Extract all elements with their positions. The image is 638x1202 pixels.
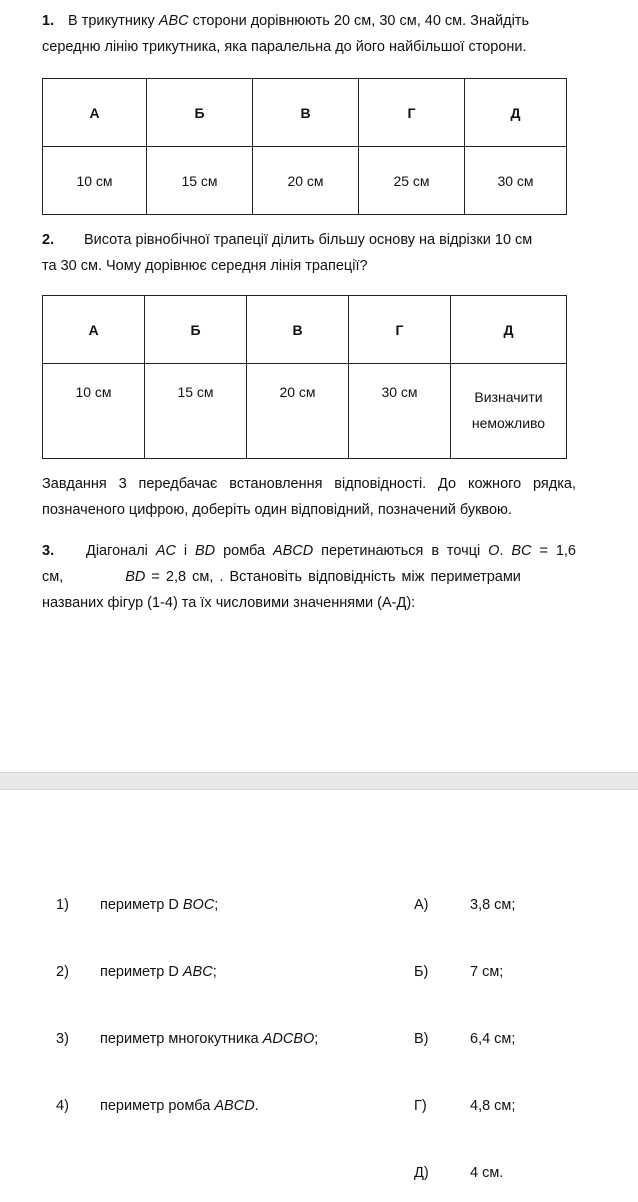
q2-header-row bbox=[43, 296, 567, 364]
document-page-2 bbox=[0, 790, 638, 1202]
match-row-4-letter: Г) bbox=[414, 1098, 427, 1114]
q1-header-row bbox=[43, 79, 567, 147]
q1-option-a-value: 10 см bbox=[43, 147, 147, 215]
q3-diagonal-bd: BD bbox=[195, 543, 216, 559]
q3-segment-bd: BD bbox=[125, 569, 146, 585]
question-3 bbox=[42, 538, 576, 616]
match-row-2-text bbox=[100, 964, 217, 980]
question-3-number: 3. bbox=[42, 543, 55, 559]
q3-line3: названих фігур (1-4) та їх числовими значеннями (А-Д): bbox=[42, 595, 416, 611]
match-row-4-text-b: . bbox=[254, 1098, 259, 1114]
q3-l2-a: см, bbox=[42, 569, 64, 585]
q1-option-v-value: 20 см bbox=[253, 147, 359, 215]
match-row-2-figure: ABC bbox=[182, 964, 213, 980]
q3-diagonal-ac: AC bbox=[155, 543, 176, 559]
q1-option-a-header: А bbox=[43, 79, 147, 147]
q2-option-b-header: Б bbox=[145, 296, 247, 364]
q2-text-line1: Висота рівнобічної трапеції ділить більшу основу на відрізки 10 см bbox=[84, 232, 533, 248]
q2-option-a-header: А bbox=[43, 296, 145, 364]
question-1-number: 1. bbox=[42, 13, 55, 29]
q3-rhombus-abcd: ABCD bbox=[272, 543, 314, 559]
match-row-2-value: 7 см; bbox=[470, 964, 504, 980]
q1-text-line2: середню лінію трикутника, яка паралельна до його найбільшої сторони. bbox=[42, 39, 527, 55]
q2-option-d-value bbox=[451, 364, 567, 459]
match-row-4-number: 4) bbox=[56, 1098, 69, 1114]
q1-option-b-header: Б bbox=[147, 79, 253, 147]
q3-point-o: O bbox=[488, 543, 500, 559]
match-row-1-letter: А) bbox=[414, 897, 429, 913]
q3-l1-e: . bbox=[499, 543, 512, 559]
match-row-3-figure: ADCBO bbox=[262, 1031, 315, 1047]
match-row-4-value: 4,8 см; bbox=[470, 1098, 516, 1114]
matching-row bbox=[0, 964, 638, 988]
q2-option-v-value: 20 см bbox=[247, 364, 349, 459]
question-2 bbox=[42, 227, 576, 279]
match-row-2-text-a: периметр D bbox=[100, 964, 183, 980]
q1-text-b: сторони дорівнюють 20 см, 30 см, 40 см. Знайдіть bbox=[188, 13, 529, 29]
match-row-1-number: 1) bbox=[56, 897, 69, 913]
match-row-3-text-a: периметр многокутника bbox=[100, 1031, 263, 1047]
q2-option-g-value: 30 см bbox=[349, 364, 451, 459]
q2-option-a-value: 10 см bbox=[43, 364, 145, 459]
match-row-1-value: 3,8 см; bbox=[470, 897, 516, 913]
q3-l1-a: Діагоналі bbox=[86, 543, 156, 559]
q1-option-b-value: 15 см bbox=[147, 147, 253, 215]
q3-line2 bbox=[42, 564, 576, 590]
match-row-2-text-b: ; bbox=[212, 964, 217, 980]
q2-option-d-line1: Визначити bbox=[474, 389, 543, 405]
q2-option-b-value: 15 см bbox=[145, 364, 247, 459]
q1-option-v-header: В bbox=[253, 79, 359, 147]
match-row-2-number: 2) bbox=[56, 964, 69, 980]
task-3-instructions bbox=[42, 471, 576, 523]
match-row-3-text bbox=[100, 1031, 318, 1047]
q3-l1-f: = 1,6 bbox=[531, 543, 576, 559]
q3-segment-bc: BC bbox=[511, 543, 532, 559]
match-row-1-text bbox=[100, 897, 218, 913]
question-2-number: 2. bbox=[42, 232, 55, 248]
match-row-1-text-a: периметр D bbox=[100, 897, 183, 913]
matching-row bbox=[0, 897, 638, 921]
match-row-3-text-b: ; bbox=[314, 1031, 319, 1047]
match-row-4-text bbox=[100, 1098, 259, 1114]
q3-l1-b: і bbox=[175, 543, 196, 559]
q2-option-g-header: Г bbox=[349, 296, 451, 364]
match-row-1-figure: BOC bbox=[182, 897, 215, 913]
q2-option-v-header: В bbox=[247, 296, 349, 364]
q2-option-d-header: Д bbox=[451, 296, 567, 364]
q2-text-line2: та 30 см. Чому дорівнює середня лінія трапеції? bbox=[42, 258, 368, 274]
q1-option-d-value: 30 см bbox=[465, 147, 567, 215]
q3-line1 bbox=[42, 538, 576, 564]
match-option-d-letter: Д) bbox=[414, 1165, 429, 1181]
match-row-3-letter: В) bbox=[414, 1031, 429, 1047]
q1-option-d-header: Д bbox=[465, 79, 567, 147]
q1-triangle-abc: ABC bbox=[158, 13, 189, 29]
task-3-intro-line2: позначеного цифрою, доберіть один відповідний, позначений буквою. bbox=[42, 502, 512, 518]
match-row-1-text-b: ; bbox=[214, 897, 219, 913]
matching-row bbox=[0, 1165, 638, 1189]
match-row-2-letter: Б) bbox=[414, 964, 429, 980]
q2-answer-table bbox=[42, 295, 567, 459]
question-1 bbox=[42, 8, 576, 60]
q3-l1-c: ромба bbox=[215, 543, 273, 559]
q1-answer-table bbox=[42, 78, 567, 215]
q2-value-row bbox=[43, 364, 567, 459]
q2-option-d-line2: неможливо bbox=[471, 415, 546, 431]
match-row-4-text-a: периметр ромба bbox=[100, 1098, 215, 1114]
matching-row bbox=[0, 1098, 638, 1122]
q1-text-a: В трикутнику bbox=[68, 13, 159, 29]
match-row-3-number: 3) bbox=[56, 1031, 69, 1047]
match-row-3-value: 6,4 см; bbox=[470, 1031, 516, 1047]
q3-l2-b: = 2,8 см, . Встановіть відповідність між периметрами bbox=[145, 569, 521, 585]
q1-option-g-value: 25 см bbox=[359, 147, 465, 215]
q1-option-g-header: Г bbox=[359, 79, 465, 147]
q1-value-row bbox=[43, 147, 567, 215]
task-3-intro-line1: Завдання 3 передбачає встановлення відповідності. До кожного рядка, bbox=[42, 476, 576, 492]
page-separator bbox=[0, 772, 638, 790]
matching-row bbox=[0, 1031, 638, 1055]
match-option-d-value: 4 см. bbox=[470, 1165, 504, 1181]
match-row-4-figure: ABCD bbox=[214, 1098, 255, 1114]
q3-l1-d: перетинаються в точці bbox=[313, 543, 489, 559]
